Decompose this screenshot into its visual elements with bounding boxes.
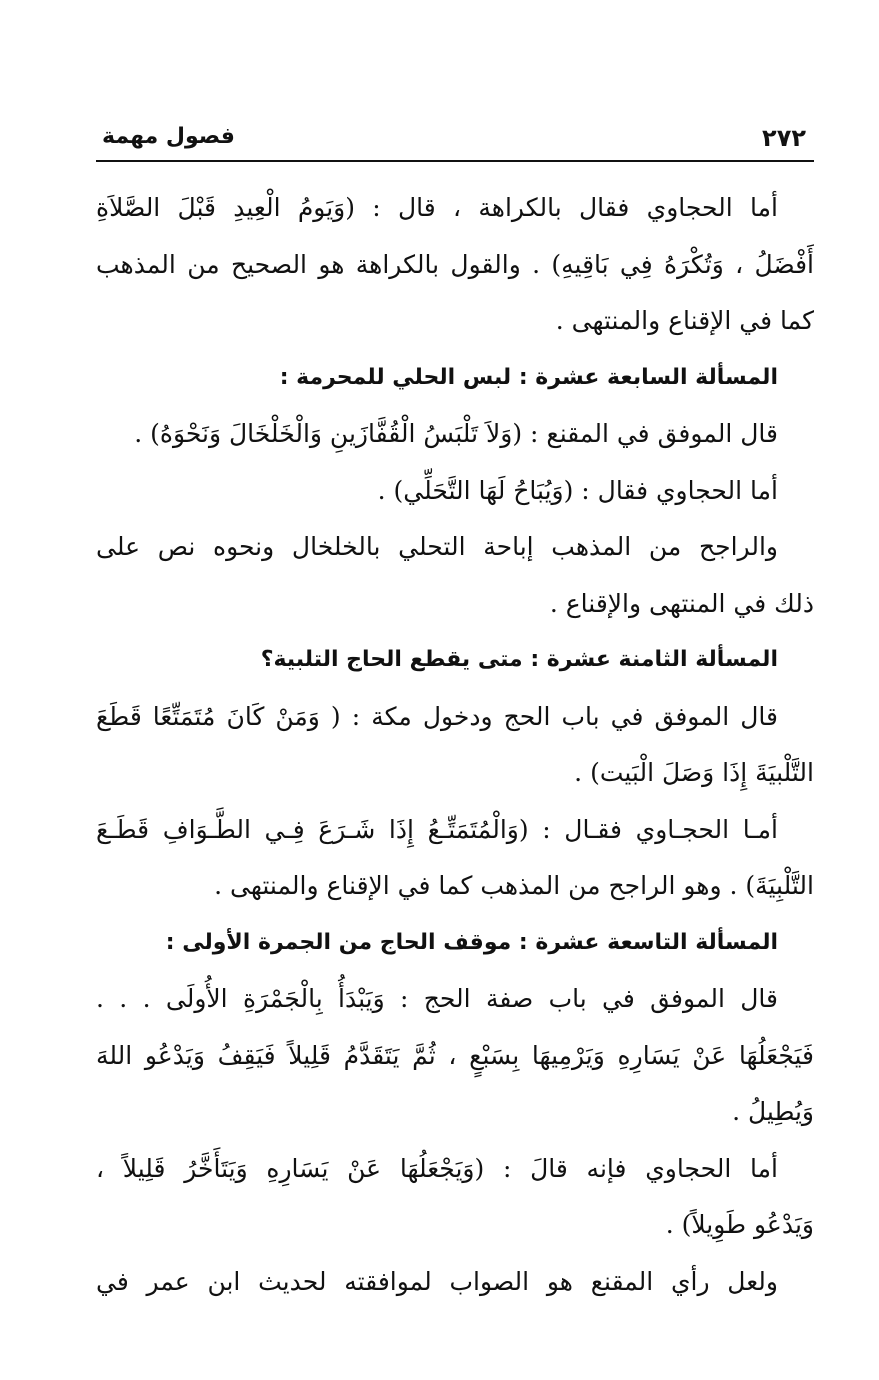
text-line: قال الموفق في المقنع : (وَلاَ تَلْبَسُ الْقُفَّازَينِ وَالْخَلْخَالَ وَنَحْوَهُ) . xyxy=(134,419,778,448)
section-heading: المسألة التاسعة عشرة : موقف الحاج من الجمرة الأولى : xyxy=(165,929,778,955)
text-line: وَيُطِيلُ . xyxy=(732,1097,814,1126)
text-line: أمـا الحجـاوي فقـال : (وَالْمُتَمَتِّـعُ إِذَا شَـرَعَ فِـي الطَّـوَافِ قَطَـعَ xyxy=(96,814,778,844)
text-line: أما الحجاوي فإنه قالَ : (وَيَجْعَلُهَا عَنْ يَسَارِهِ وَيَتَأَخَّرُ قَلِيلاً ، xyxy=(96,1153,778,1183)
text-line: أَفْضَلُ ، وَتُكْرَهُ فِي بَاقِيهِ) . والقول بالكراهة هو الصحيح من المذهب xyxy=(96,249,814,279)
page-header xyxy=(96,120,814,162)
text-line: قال الموفق في باب الحج ودخول مكة : ( وَمَنْ كَانَ مُتَمَتِّعًا قَطَعَ xyxy=(96,701,778,731)
text-line: التَّلْبِيَةَ) . وهو الراجح من المذهب كما في الإقناع والمنتهى . xyxy=(214,871,814,900)
section-heading: المسألة السابعة عشرة : لبس الحلي للمحرمة : xyxy=(279,364,778,390)
text-line: ولعل رأي المقنع هو الصواب لموافقته لحديث ابن عمر في xyxy=(96,1266,778,1296)
text-line: قال الموفق في باب صفة الحج : وَيَبْدَأُ بِالْجَمْرَةِ الأُولَى . . . xyxy=(96,984,778,1013)
page-body xyxy=(96,180,814,1310)
text-line: التَّلْبيَةَ إِذَا وَصَلَ الْبَيت) . xyxy=(574,758,814,787)
text-line: فَيَجْعَلُهَا عَنْ يَسَارِهِ وَيَرْمِيهَا بِسَبْعٍ ، ثُمَّ يَتَقَدَّمُ قَلِيلاً فَيَقِفُ وَيَدْعُو اللهَ xyxy=(96,1040,814,1070)
text-line: أما الحجاوي فقال : (وَيُبَاحُ لَهَا التَّحَلِّي) . xyxy=(377,475,778,505)
running-title: فصول مهمة xyxy=(102,124,235,149)
text-line: وَيَدْعُو طَوِيلاً) . xyxy=(665,1210,814,1239)
section-heading: المسألة الثامنة عشرة : متى يقطع الحاج التلبية؟ xyxy=(260,647,778,672)
text-line: والراجح من المذهب إباحة التحلي بالخلخال ونحوه نص على xyxy=(96,532,778,561)
page-number: ٢٧٢ xyxy=(762,124,806,152)
text-line: ذلك في المنتهى والإقناع . xyxy=(549,588,814,618)
text-line: أما الحجاوي فقال بالكراهة ، قال : (وَيَومُ الْعِيدِ قَبْلَ الصَّلاَةِ xyxy=(96,193,778,222)
book-page xyxy=(96,120,814,1310)
text-line: كما في الإقناع والمنتهى . xyxy=(555,306,814,335)
